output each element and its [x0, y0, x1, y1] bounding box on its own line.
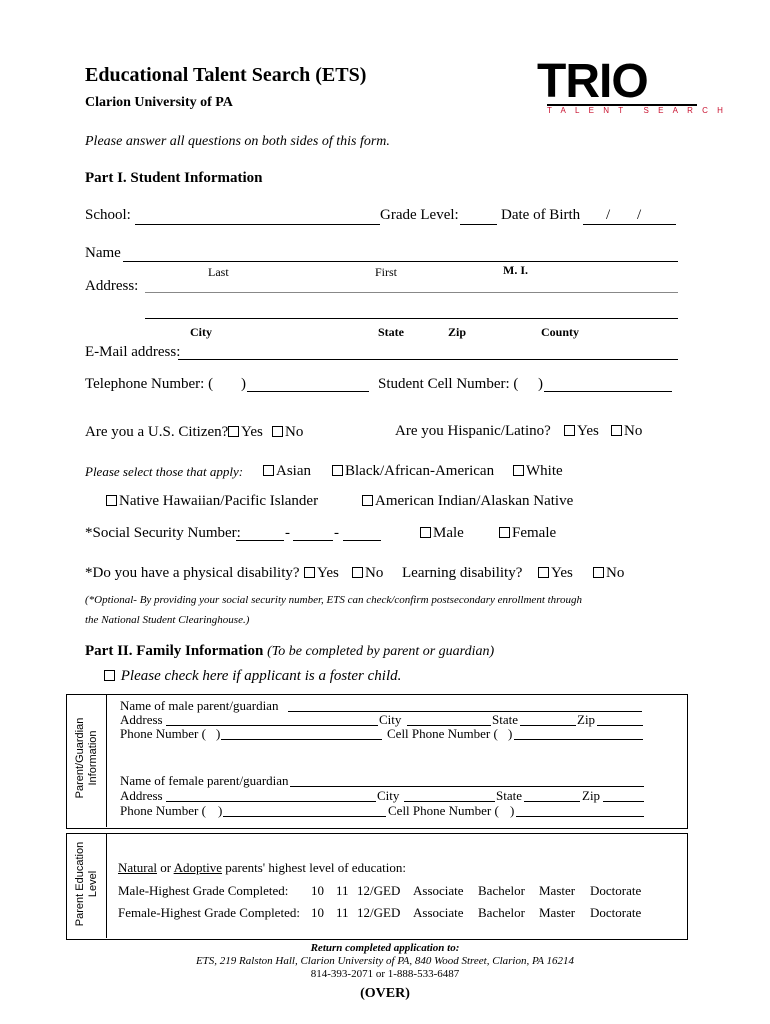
- name-first-caption: First: [375, 265, 398, 279]
- female-state-label: State: [496, 788, 522, 803]
- learning-yes[interactable]: Yes: [538, 565, 573, 582]
- disability-question: *Do you have a physical disability?: [85, 565, 300, 581]
- or-label: or: [160, 860, 172, 875]
- male-grade-associate[interactable]: Associate: [413, 883, 464, 898]
- checkbox-icon[interactable]: [104, 670, 115, 681]
- addr-county-caption: County: [541, 325, 580, 339]
- addr-state-caption: State: [378, 325, 404, 339]
- checkbox-icon[interactable]: [304, 567, 315, 578]
- citizen-yes[interactable]: Yes: [228, 424, 263, 441]
- female-phone-label: Phone Number (: [120, 803, 206, 818]
- address-field-1[interactable]: [145, 292, 678, 293]
- ssn-field-3[interactable]: [343, 540, 381, 541]
- checkbox-icon[interactable]: [228, 426, 239, 437]
- dob-sep-2: /: [637, 207, 642, 223]
- return-phones: 814-393-2071 or 1-888-533-6487: [310, 968, 460, 980]
- checkbox-icon[interactable]: [106, 495, 117, 506]
- addr-city-caption: City: [190, 325, 212, 339]
- male-zip-label: Zip: [577, 712, 596, 727]
- female-city-label: City: [377, 788, 400, 803]
- learning-no[interactable]: No: [593, 565, 624, 582]
- female-cell-field[interactable]: [516, 816, 644, 817]
- grade-label: Grade Level:: [380, 207, 459, 223]
- female-grade-bachelor[interactable]: Bachelor: [478, 905, 525, 920]
- ssn-field-2[interactable]: [293, 540, 333, 541]
- male-zip-field[interactable]: [597, 725, 643, 726]
- learning-question: Learning disability?: [402, 565, 523, 581]
- checkbox-icon[interactable]: [611, 425, 622, 436]
- cell-close-paren: ): [538, 376, 543, 392]
- ssn-dash-2: -: [334, 525, 339, 541]
- female-parent-field[interactable]: [290, 786, 644, 787]
- female-city-field[interactable]: [404, 801, 495, 802]
- male-cell-close: ): [508, 726, 513, 741]
- female-phone-close: ): [218, 803, 223, 818]
- female-address-label: Address: [120, 788, 163, 803]
- return-label: Return completed application to:: [310, 942, 460, 954]
- race-hawaiian[interactable]: Native Hawaiian/Pacific Islander: [106, 493, 318, 510]
- checkbox-icon[interactable]: [352, 567, 363, 578]
- return-address: ETS, 219 Ralston Hall, Clarion University of PA, 840 Wood Street, Clarion, PA 16214: [195, 955, 575, 967]
- cell-field[interactable]: [544, 391, 672, 392]
- female-grade-10[interactable]: 10: [311, 905, 324, 920]
- hispanic-no[interactable]: No: [611, 423, 642, 440]
- address-label: Address:: [85, 278, 139, 294]
- trio-logo: [537, 55, 733, 118]
- part2-heading-row: [85, 643, 494, 660]
- male-phone-field[interactable]: [221, 739, 382, 740]
- citizen-question: Are you a U.S. Citizen?: [85, 424, 229, 440]
- part1-heading: Part I. Student Information: [85, 170, 263, 186]
- checkbox-icon[interactable]: [593, 567, 604, 578]
- dob-field[interactable]: [583, 224, 676, 225]
- checkbox-icon[interactable]: [362, 495, 373, 506]
- male-parent-label: Name of male parent/guardian: [120, 698, 279, 713]
- phone-close-paren: ): [241, 376, 246, 392]
- race-prompt: Please select those that apply:: [85, 464, 244, 479]
- ssn-label: *Social Security Number:: [85, 525, 241, 541]
- school-label: School:: [85, 207, 131, 223]
- form-title: Educational Talent Search (ETS): [85, 64, 367, 86]
- male-state-field[interactable]: [520, 725, 576, 726]
- checkbox-icon[interactable]: [332, 465, 343, 476]
- checkbox-icon[interactable]: [564, 425, 575, 436]
- checkbox-icon[interactable]: [420, 527, 431, 538]
- name-mi-caption: M. I.: [503, 263, 528, 277]
- foster-checkbox[interactable]: Please check here if applicant is a foster child.: [104, 668, 401, 685]
- part2-heading-note: (To be completed by parent or guardian): [267, 644, 495, 659]
- female-state-field[interactable]: [524, 801, 580, 802]
- gender-male[interactable]: Male: [420, 525, 464, 542]
- female-grade-ged[interactable]: 12/GED: [357, 905, 401, 920]
- name-label: Name: [85, 245, 121, 261]
- instructions: Please answer all questions on both sides of this form.: [85, 134, 390, 149]
- male-address-label: Address: [120, 712, 163, 727]
- logo-subtext: TALENT SEARCH: [547, 106, 733, 115]
- education-header: [118, 860, 406, 876]
- male-phone-label: Phone Number (: [120, 726, 206, 741]
- race-white[interactable]: White: [513, 463, 563, 480]
- grade-field[interactable]: [460, 224, 497, 225]
- school-field[interactable]: [135, 224, 380, 225]
- name-last-caption: Last: [208, 265, 229, 279]
- hispanic-question: Are you Hispanic/Latino?: [395, 423, 551, 439]
- female-grade-label: Female-Highest Grade Completed:: [118, 905, 300, 920]
- male-city-label: City: [379, 712, 402, 727]
- ssn-dash-1: -: [285, 525, 290, 541]
- dob-sep-1: /: [606, 207, 611, 223]
- gender-female[interactable]: Female: [499, 525, 556, 542]
- email-field[interactable]: [178, 359, 678, 360]
- education-suffix: parents' highest level of education:: [225, 860, 406, 875]
- female-phone-field[interactable]: [223, 816, 386, 817]
- parent-info-side-label: Parent/Guardian Information: [74, 717, 99, 799]
- optional-note-1: (*Optional- By providing your social security number, ETS can check/confirm postsecondary enrollment through: [85, 594, 583, 606]
- race-native[interactable]: American Indian/Alaskan Native: [362, 493, 573, 510]
- male-grade-master[interactable]: Master: [539, 883, 576, 898]
- form-subtitle: Clarion University of PA: [85, 95, 233, 110]
- male-grade-doctorate[interactable]: Doctorate: [590, 883, 642, 898]
- female-cell-label: Cell Phone Number (: [388, 803, 499, 818]
- natural-label: Natural: [118, 860, 157, 875]
- male-grade-11[interactable]: 11: [336, 883, 349, 898]
- female-cell-close: ): [510, 803, 515, 818]
- name-field[interactable]: [123, 261, 678, 262]
- dob-label: Date of Birth: [501, 207, 581, 223]
- phone-field[interactable]: [247, 391, 369, 392]
- addr-zip-caption: Zip: [448, 325, 467, 339]
- female-zip-label: Zip: [582, 788, 601, 803]
- female-grade-doctorate[interactable]: Doctorate: [590, 905, 642, 920]
- male-grade-10[interactable]: 10: [311, 883, 324, 898]
- female-parent-label: Name of female parent/guardian: [120, 773, 289, 788]
- female-grade-master[interactable]: Master: [539, 905, 576, 920]
- address-field-2[interactable]: [145, 318, 678, 319]
- over-label: (OVER): [360, 986, 410, 1001]
- checkbox-icon[interactable]: [263, 465, 274, 476]
- race-asian[interactable]: Asian: [263, 463, 311, 480]
- phone-label: Telephone Number: (: [85, 376, 214, 392]
- adoptive-label: Adoptive: [173, 860, 223, 875]
- parent-education-side-label: Parent Education Level: [74, 841, 99, 927]
- female-address-field[interactable]: [166, 801, 376, 802]
- female-grade-11[interactable]: 11: [336, 905, 349, 920]
- checkbox-icon[interactable]: [513, 465, 524, 476]
- cell-label: Student Cell Number: (: [378, 376, 519, 392]
- male-phone-close: ): [216, 726, 221, 741]
- checkbox-icon[interactable]: [272, 426, 283, 437]
- checkbox-icon[interactable]: [538, 567, 549, 578]
- race-black[interactable]: Black/African-American: [332, 463, 494, 480]
- male-cell-field[interactable]: [514, 739, 643, 740]
- female-zip-field[interactable]: [603, 801, 644, 802]
- disability-yes[interactable]: Yes: [304, 565, 339, 582]
- citizen-no[interactable]: No: [272, 424, 303, 441]
- optional-note-2: the National Student Clearinghouse.): [85, 614, 250, 626]
- part2-heading: Part II. Family Information: [85, 643, 264, 659]
- disability-no[interactable]: No: [352, 565, 383, 582]
- checkbox-icon[interactable]: [499, 527, 510, 538]
- ssn-field-1[interactable]: [236, 540, 284, 541]
- hispanic-yes[interactable]: Yes: [564, 423, 599, 440]
- male-grade-bachelor[interactable]: Bachelor: [478, 883, 525, 898]
- male-grade-label: Male-Highest Grade Completed:: [118, 883, 289, 898]
- male-grade-ged[interactable]: 12/GED: [357, 883, 401, 898]
- male-cell-label: Cell Phone Number (: [387, 726, 498, 741]
- female-grade-associate[interactable]: Associate: [413, 905, 464, 920]
- email-label: E-Mail address:: [85, 344, 181, 360]
- logo-text: TRIO: [537, 55, 648, 108]
- male-state-label: State: [492, 712, 518, 727]
